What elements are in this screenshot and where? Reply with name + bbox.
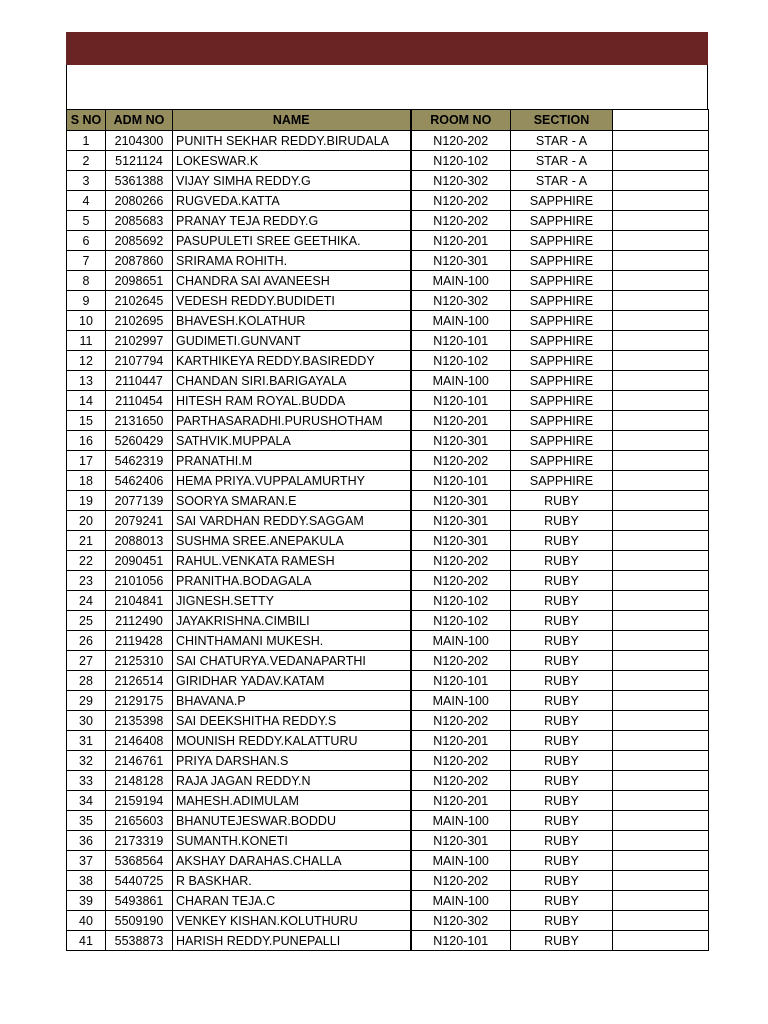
cell-name: CHARAN TEJA.C [173, 891, 411, 911]
cell-section: SAPPHIRE [511, 351, 613, 371]
cell-room-no: N120-202 [411, 751, 511, 771]
cell-s-no: 23 [67, 571, 106, 591]
cell-s-no: 4 [67, 191, 106, 211]
cell-blank [613, 251, 709, 271]
cell-blank [613, 411, 709, 431]
table-row [67, 871, 709, 891]
table-row [67, 431, 709, 451]
cell-section: RUBY [511, 791, 613, 811]
cell-blank [613, 871, 709, 891]
cell-s-no: 26 [67, 631, 106, 651]
cell-adm-no: 2098651 [106, 271, 173, 291]
table-row [67, 191, 709, 211]
table-row [67, 611, 709, 631]
cell-adm-no: 2104841 [106, 591, 173, 611]
cell-s-no: 9 [67, 291, 106, 311]
cell-adm-no: 2079241 [106, 511, 173, 531]
cell-adm-no: 2126514 [106, 671, 173, 691]
cell-adm-no: 5368564 [106, 851, 173, 871]
cell-blank [613, 891, 709, 911]
cell-section: RUBY [511, 931, 613, 951]
header-room-no: ROOM NO [411, 110, 511, 131]
cell-adm-no: 5440725 [106, 871, 173, 891]
cell-adm-no: 5462406 [106, 471, 173, 491]
cell-name: VEDESH REDDY.BUDIDETI [173, 291, 411, 311]
cell-blank [613, 831, 709, 851]
cell-s-no: 16 [67, 431, 106, 451]
cell-adm-no: 5121124 [106, 151, 173, 171]
cell-adm-no: 2102645 [106, 291, 173, 311]
cell-section: RUBY [511, 911, 613, 931]
table-row [67, 491, 709, 511]
cell-s-no: 5 [67, 211, 106, 231]
cell-adm-no: 5538873 [106, 931, 173, 951]
cell-section: RUBY [511, 611, 613, 631]
table-row [67, 451, 709, 471]
cell-name: PASUPULETI SREE GEETHIKA. [173, 231, 411, 251]
cell-room-no: N120-301 [411, 511, 511, 531]
header-bar [66, 32, 708, 65]
cell-section: SAPPHIRE [511, 231, 613, 251]
cell-room-no: N120-102 [411, 151, 511, 171]
cell-blank [613, 371, 709, 391]
cell-blank [613, 771, 709, 791]
cell-name: VENKEY KISHAN.KOLUTHURU [173, 911, 411, 931]
cell-section: SAPPHIRE [511, 311, 613, 331]
cell-name: JIGNESH.SETTY [173, 591, 411, 611]
cell-s-no: 7 [67, 251, 106, 271]
cell-adm-no: 5509190 [106, 911, 173, 931]
table-row [67, 891, 709, 911]
cell-s-no: 20 [67, 511, 106, 531]
cell-blank [613, 191, 709, 211]
cell-section: RUBY [511, 751, 613, 771]
cell-section: SAPPHIRE [511, 451, 613, 471]
cell-name: GUDIMETI.GUNVANT [173, 331, 411, 351]
cell-adm-no: 5493861 [106, 891, 173, 911]
table-row [67, 791, 709, 811]
cell-s-no: 13 [67, 371, 106, 391]
cell-s-no: 11 [67, 331, 106, 351]
cell-adm-no: 2159194 [106, 791, 173, 811]
cell-room-no: N120-202 [411, 131, 511, 151]
cell-s-no: 36 [67, 831, 106, 851]
cell-room-no: N120-202 [411, 711, 511, 731]
cell-adm-no: 2077139 [106, 491, 173, 511]
cell-name: GIRIDHAR YADAV.KATAM [173, 671, 411, 691]
cell-name: PARTHASARADHI.PURUSHOTHAM [173, 411, 411, 431]
cell-room-no: N120-101 [411, 671, 511, 691]
cell-s-no: 25 [67, 611, 106, 631]
cell-blank [613, 591, 709, 611]
cell-blank [613, 671, 709, 691]
cell-s-no: 30 [67, 711, 106, 731]
header-adm-no: ADM NO [106, 110, 173, 131]
cell-blank [613, 631, 709, 651]
table-row [67, 851, 709, 871]
cell-room-no: N120-202 [411, 771, 511, 791]
cell-section: RUBY [511, 631, 613, 651]
table-row [67, 471, 709, 491]
cell-blank [613, 731, 709, 751]
cell-room-no: MAIN-100 [411, 691, 511, 711]
table-row [67, 651, 709, 671]
cell-name: PUNITH SEKHAR REDDY.BIRUDALA [173, 131, 411, 151]
cell-s-no: 8 [67, 271, 106, 291]
table-row [67, 371, 709, 391]
cell-name: HEMA PRIYA.VUPPALAMURTHY [173, 471, 411, 491]
cell-room-no: MAIN-100 [411, 851, 511, 871]
cell-blank [613, 571, 709, 591]
cell-s-no: 35 [67, 811, 106, 831]
header-s-no: S NO [67, 110, 106, 131]
cell-name: SRIRAMA ROHITH. [173, 251, 411, 271]
cell-section: SAPPHIRE [511, 191, 613, 211]
cell-name: PRANATHI.M [173, 451, 411, 471]
table-header-row [67, 110, 709, 131]
cell-room-no: N120-202 [411, 571, 511, 591]
header-blank [613, 110, 709, 131]
cell-name: BHANUTEJESWAR.BODDU [173, 811, 411, 831]
cell-name: MOUNISH REDDY.KALATTURU [173, 731, 411, 751]
cell-name: RAHUL.VENKATA RAMESH [173, 551, 411, 571]
cell-s-no: 10 [67, 311, 106, 331]
cell-adm-no: 2131650 [106, 411, 173, 431]
cell-name: SAI DEEKSHITHA REDDY.S [173, 711, 411, 731]
cell-s-no: 6 [67, 231, 106, 251]
cell-name: PRIYA DARSHAN.S [173, 751, 411, 771]
cell-room-no: MAIN-100 [411, 371, 511, 391]
cell-name: BHAVESH.KOLATHUR [173, 311, 411, 331]
cell-name: JAYAKRISHNA.CIMBILI [173, 611, 411, 631]
cell-name: CHANDAN SIRI.BARIGAYALA [173, 371, 411, 391]
header-name: NAME [173, 110, 411, 131]
cell-section: SAPPHIRE [511, 471, 613, 491]
cell-name: VIJAY SIMHA REDDY.G [173, 171, 411, 191]
cell-name: SATHVIK.MUPPALA [173, 431, 411, 451]
cell-blank [613, 351, 709, 371]
cell-s-no: 33 [67, 771, 106, 791]
cell-blank [613, 151, 709, 171]
cell-adm-no: 2107794 [106, 351, 173, 371]
cell-adm-no: 2148128 [106, 771, 173, 791]
cell-room-no: MAIN-100 [411, 891, 511, 911]
cell-section: SAPPHIRE [511, 431, 613, 451]
cell-adm-no: 2101056 [106, 571, 173, 591]
cell-name: KARTHIKEYA REDDY.BASIREDDY [173, 351, 411, 371]
cell-blank [613, 511, 709, 531]
cell-room-no: N120-101 [411, 471, 511, 491]
cell-s-no: 12 [67, 351, 106, 371]
cell-blank [613, 311, 709, 331]
cell-section: SAPPHIRE [511, 291, 613, 311]
cell-s-no: 18 [67, 471, 106, 491]
cell-name: HITESH RAM ROYAL.BUDDA [173, 391, 411, 411]
cell-section: RUBY [511, 511, 613, 531]
cell-room-no: N120-201 [411, 411, 511, 431]
cell-adm-no: 2088013 [106, 531, 173, 551]
table-row [67, 751, 709, 771]
cell-blank [613, 171, 709, 191]
cell-room-no: MAIN-100 [411, 311, 511, 331]
cell-blank [613, 271, 709, 291]
table-row [67, 911, 709, 931]
cell-name: CHANDRA SAI AVANEESH [173, 271, 411, 291]
cell-name: CHINTHAMANI MUKESH. [173, 631, 411, 651]
cell-name: AKSHAY DARAHAS.CHALLA [173, 851, 411, 871]
cell-room-no: N120-201 [411, 231, 511, 251]
cell-adm-no: 2085683 [106, 211, 173, 231]
table-row [67, 811, 709, 831]
cell-blank [613, 811, 709, 831]
cell-s-no: 34 [67, 791, 106, 811]
cell-room-no: N120-301 [411, 531, 511, 551]
cell-room-no: N120-201 [411, 731, 511, 751]
table-row [67, 251, 709, 271]
cell-room-no: N120-202 [411, 651, 511, 671]
cell-name: R BASKHAR. [173, 871, 411, 891]
table-row [67, 231, 709, 251]
cell-adm-no: 2080266 [106, 191, 173, 211]
cell-section: STAR - A [511, 171, 613, 191]
table-row [67, 131, 709, 151]
cell-s-no: 32 [67, 751, 106, 771]
cell-room-no: N120-302 [411, 291, 511, 311]
cell-section: RUBY [511, 811, 613, 831]
cell-section: RUBY [511, 771, 613, 791]
header-section: SECTION [511, 110, 613, 131]
cell-adm-no: 2165603 [106, 811, 173, 831]
cell-adm-no: 2087860 [106, 251, 173, 271]
table-row [67, 291, 709, 311]
cell-s-no: 21 [67, 531, 106, 551]
cell-adm-no: 2119428 [106, 631, 173, 651]
table-row [67, 411, 709, 431]
table-row [67, 351, 709, 371]
cell-room-no: N120-301 [411, 491, 511, 511]
cell-room-no: N120-202 [411, 451, 511, 471]
cell-s-no: 27 [67, 651, 106, 671]
cell-blank [613, 531, 709, 551]
cell-adm-no: 2110454 [106, 391, 173, 411]
table-row [67, 511, 709, 531]
cell-adm-no: 2146408 [106, 731, 173, 751]
cell-section: RUBY [511, 891, 613, 911]
cell-adm-no: 2085692 [106, 231, 173, 251]
cell-adm-no: 2102997 [106, 331, 173, 351]
cell-room-no: N120-202 [411, 871, 511, 891]
cell-blank [613, 851, 709, 871]
cell-s-no: 3 [67, 171, 106, 191]
cell-adm-no: 2129175 [106, 691, 173, 711]
cell-section: RUBY [511, 591, 613, 611]
cell-section: SAPPHIRE [511, 371, 613, 391]
cell-blank [613, 711, 709, 731]
table-row [67, 551, 709, 571]
cell-adm-no: 2104300 [106, 131, 173, 151]
table-row [67, 771, 709, 791]
student-room-table [66, 109, 709, 951]
cell-section: SAPPHIRE [511, 411, 613, 431]
cell-s-no: 37 [67, 851, 106, 871]
table-row [67, 591, 709, 611]
cell-blank [613, 231, 709, 251]
cell-adm-no: 2090451 [106, 551, 173, 571]
cell-room-no: MAIN-100 [411, 811, 511, 831]
cell-section: RUBY [511, 731, 613, 751]
cell-blank [613, 691, 709, 711]
table-body [67, 131, 709, 951]
cell-blank [613, 611, 709, 631]
cell-adm-no: 5462319 [106, 451, 173, 471]
cell-s-no: 17 [67, 451, 106, 471]
cell-room-no: N120-301 [411, 831, 511, 851]
cell-adm-no: 5260429 [106, 431, 173, 451]
cell-section: STAR - A [511, 151, 613, 171]
cell-room-no: N120-101 [411, 931, 511, 951]
cell-section: RUBY [511, 491, 613, 511]
cell-name: BHAVANA.P [173, 691, 411, 711]
cell-name: RUGVEDA.KATTA [173, 191, 411, 211]
cell-blank [613, 751, 709, 771]
cell-blank [613, 551, 709, 571]
cell-room-no: N120-301 [411, 431, 511, 451]
cell-room-no: N120-101 [411, 331, 511, 351]
cell-name: MAHESH.ADIMULAM [173, 791, 411, 811]
cell-room-no: N120-102 [411, 351, 511, 371]
cell-s-no: 15 [67, 411, 106, 431]
cell-section: SAPPHIRE [511, 331, 613, 351]
table-row [67, 671, 709, 691]
cell-name: RAJA JAGAN REDDY.N [173, 771, 411, 791]
cell-s-no: 29 [67, 691, 106, 711]
cell-blank [613, 911, 709, 931]
cell-name: SUMANTH.KONETI [173, 831, 411, 851]
cell-room-no: N120-202 [411, 211, 511, 231]
table-row [67, 691, 709, 711]
cell-s-no: 19 [67, 491, 106, 511]
cell-s-no: 31 [67, 731, 106, 751]
cell-s-no: 14 [67, 391, 106, 411]
cell-name: SOORYA SMARAN.E [173, 491, 411, 511]
cell-blank [613, 131, 709, 151]
cell-adm-no: 2110447 [106, 371, 173, 391]
table-row [67, 331, 709, 351]
cell-adm-no: 2112490 [106, 611, 173, 631]
table-row [67, 171, 709, 191]
cell-blank [613, 431, 709, 451]
cell-name: SAI VARDHAN REDDY.SAGGAM [173, 511, 411, 531]
cell-name: SUSHMA SREE.ANEPAKULA [173, 531, 411, 551]
cell-blank [613, 791, 709, 811]
table-row [67, 831, 709, 851]
cell-name: LOKESWAR.K [173, 151, 411, 171]
cell-s-no: 40 [67, 911, 106, 931]
cell-blank [613, 331, 709, 351]
table-row [67, 571, 709, 591]
cell-room-no: N120-102 [411, 591, 511, 611]
cell-adm-no: 2146761 [106, 751, 173, 771]
cell-blank [613, 471, 709, 491]
cell-room-no: N120-202 [411, 191, 511, 211]
cell-room-no: N120-201 [411, 791, 511, 811]
cell-room-no: N120-302 [411, 911, 511, 931]
cell-s-no: 28 [67, 671, 106, 691]
table-row [67, 211, 709, 231]
cell-name: HARISH REDDY.PUNEPALLI [173, 931, 411, 951]
cell-section: RUBY [511, 691, 613, 711]
cell-s-no: 1 [67, 131, 106, 151]
cell-s-no: 2 [67, 151, 106, 171]
cell-room-no: N120-102 [411, 611, 511, 631]
table-row [67, 271, 709, 291]
table-row [67, 631, 709, 651]
cell-adm-no: 2173319 [106, 831, 173, 851]
table-row [67, 731, 709, 751]
cell-blank [613, 931, 709, 951]
cell-section: RUBY [511, 871, 613, 891]
cell-adm-no: 2125310 [106, 651, 173, 671]
cell-adm-no: 2135398 [106, 711, 173, 731]
cell-section: RUBY [511, 831, 613, 851]
cell-section: SAPPHIRE [511, 271, 613, 291]
cell-name: PRANITHA.BODAGALA [173, 571, 411, 591]
cell-adm-no: 2102695 [106, 311, 173, 331]
cell-section: SAPPHIRE [511, 391, 613, 411]
cell-room-no: N120-202 [411, 551, 511, 571]
cell-s-no: 22 [67, 551, 106, 571]
table-row [67, 931, 709, 951]
cell-blank [613, 651, 709, 671]
title-area [66, 65, 708, 109]
table-row [67, 531, 709, 551]
cell-section: RUBY [511, 651, 613, 671]
cell-s-no: 39 [67, 891, 106, 911]
cell-blank [613, 391, 709, 411]
cell-name: PRANAY TEJA REDDY.G [173, 211, 411, 231]
cell-room-no: N120-302 [411, 171, 511, 191]
cell-room-no: N120-101 [411, 391, 511, 411]
cell-room-no: MAIN-100 [411, 631, 511, 651]
cell-blank [613, 211, 709, 231]
table-row [67, 711, 709, 731]
cell-blank [613, 291, 709, 311]
cell-s-no: 24 [67, 591, 106, 611]
table-row [67, 311, 709, 331]
cell-section: RUBY [511, 531, 613, 551]
cell-section: RUBY [511, 671, 613, 691]
cell-section: SAPPHIRE [511, 251, 613, 271]
cell-adm-no: 5361388 [106, 171, 173, 191]
table-row [67, 151, 709, 171]
cell-section: RUBY [511, 571, 613, 591]
cell-s-no: 38 [67, 871, 106, 891]
cell-section: RUBY [511, 851, 613, 871]
cell-room-no: N120-301 [411, 251, 511, 271]
table-row [67, 391, 709, 411]
cell-blank [613, 451, 709, 471]
cell-blank [613, 491, 709, 511]
cell-section: RUBY [511, 551, 613, 571]
cell-name: SAI CHATURYA.VEDANAPARTHI [173, 651, 411, 671]
cell-section: RUBY [511, 711, 613, 731]
cell-room-no: MAIN-100 [411, 271, 511, 291]
cell-s-no: 41 [67, 931, 106, 951]
cell-section: STAR - A [511, 131, 613, 151]
cell-section: SAPPHIRE [511, 211, 613, 231]
